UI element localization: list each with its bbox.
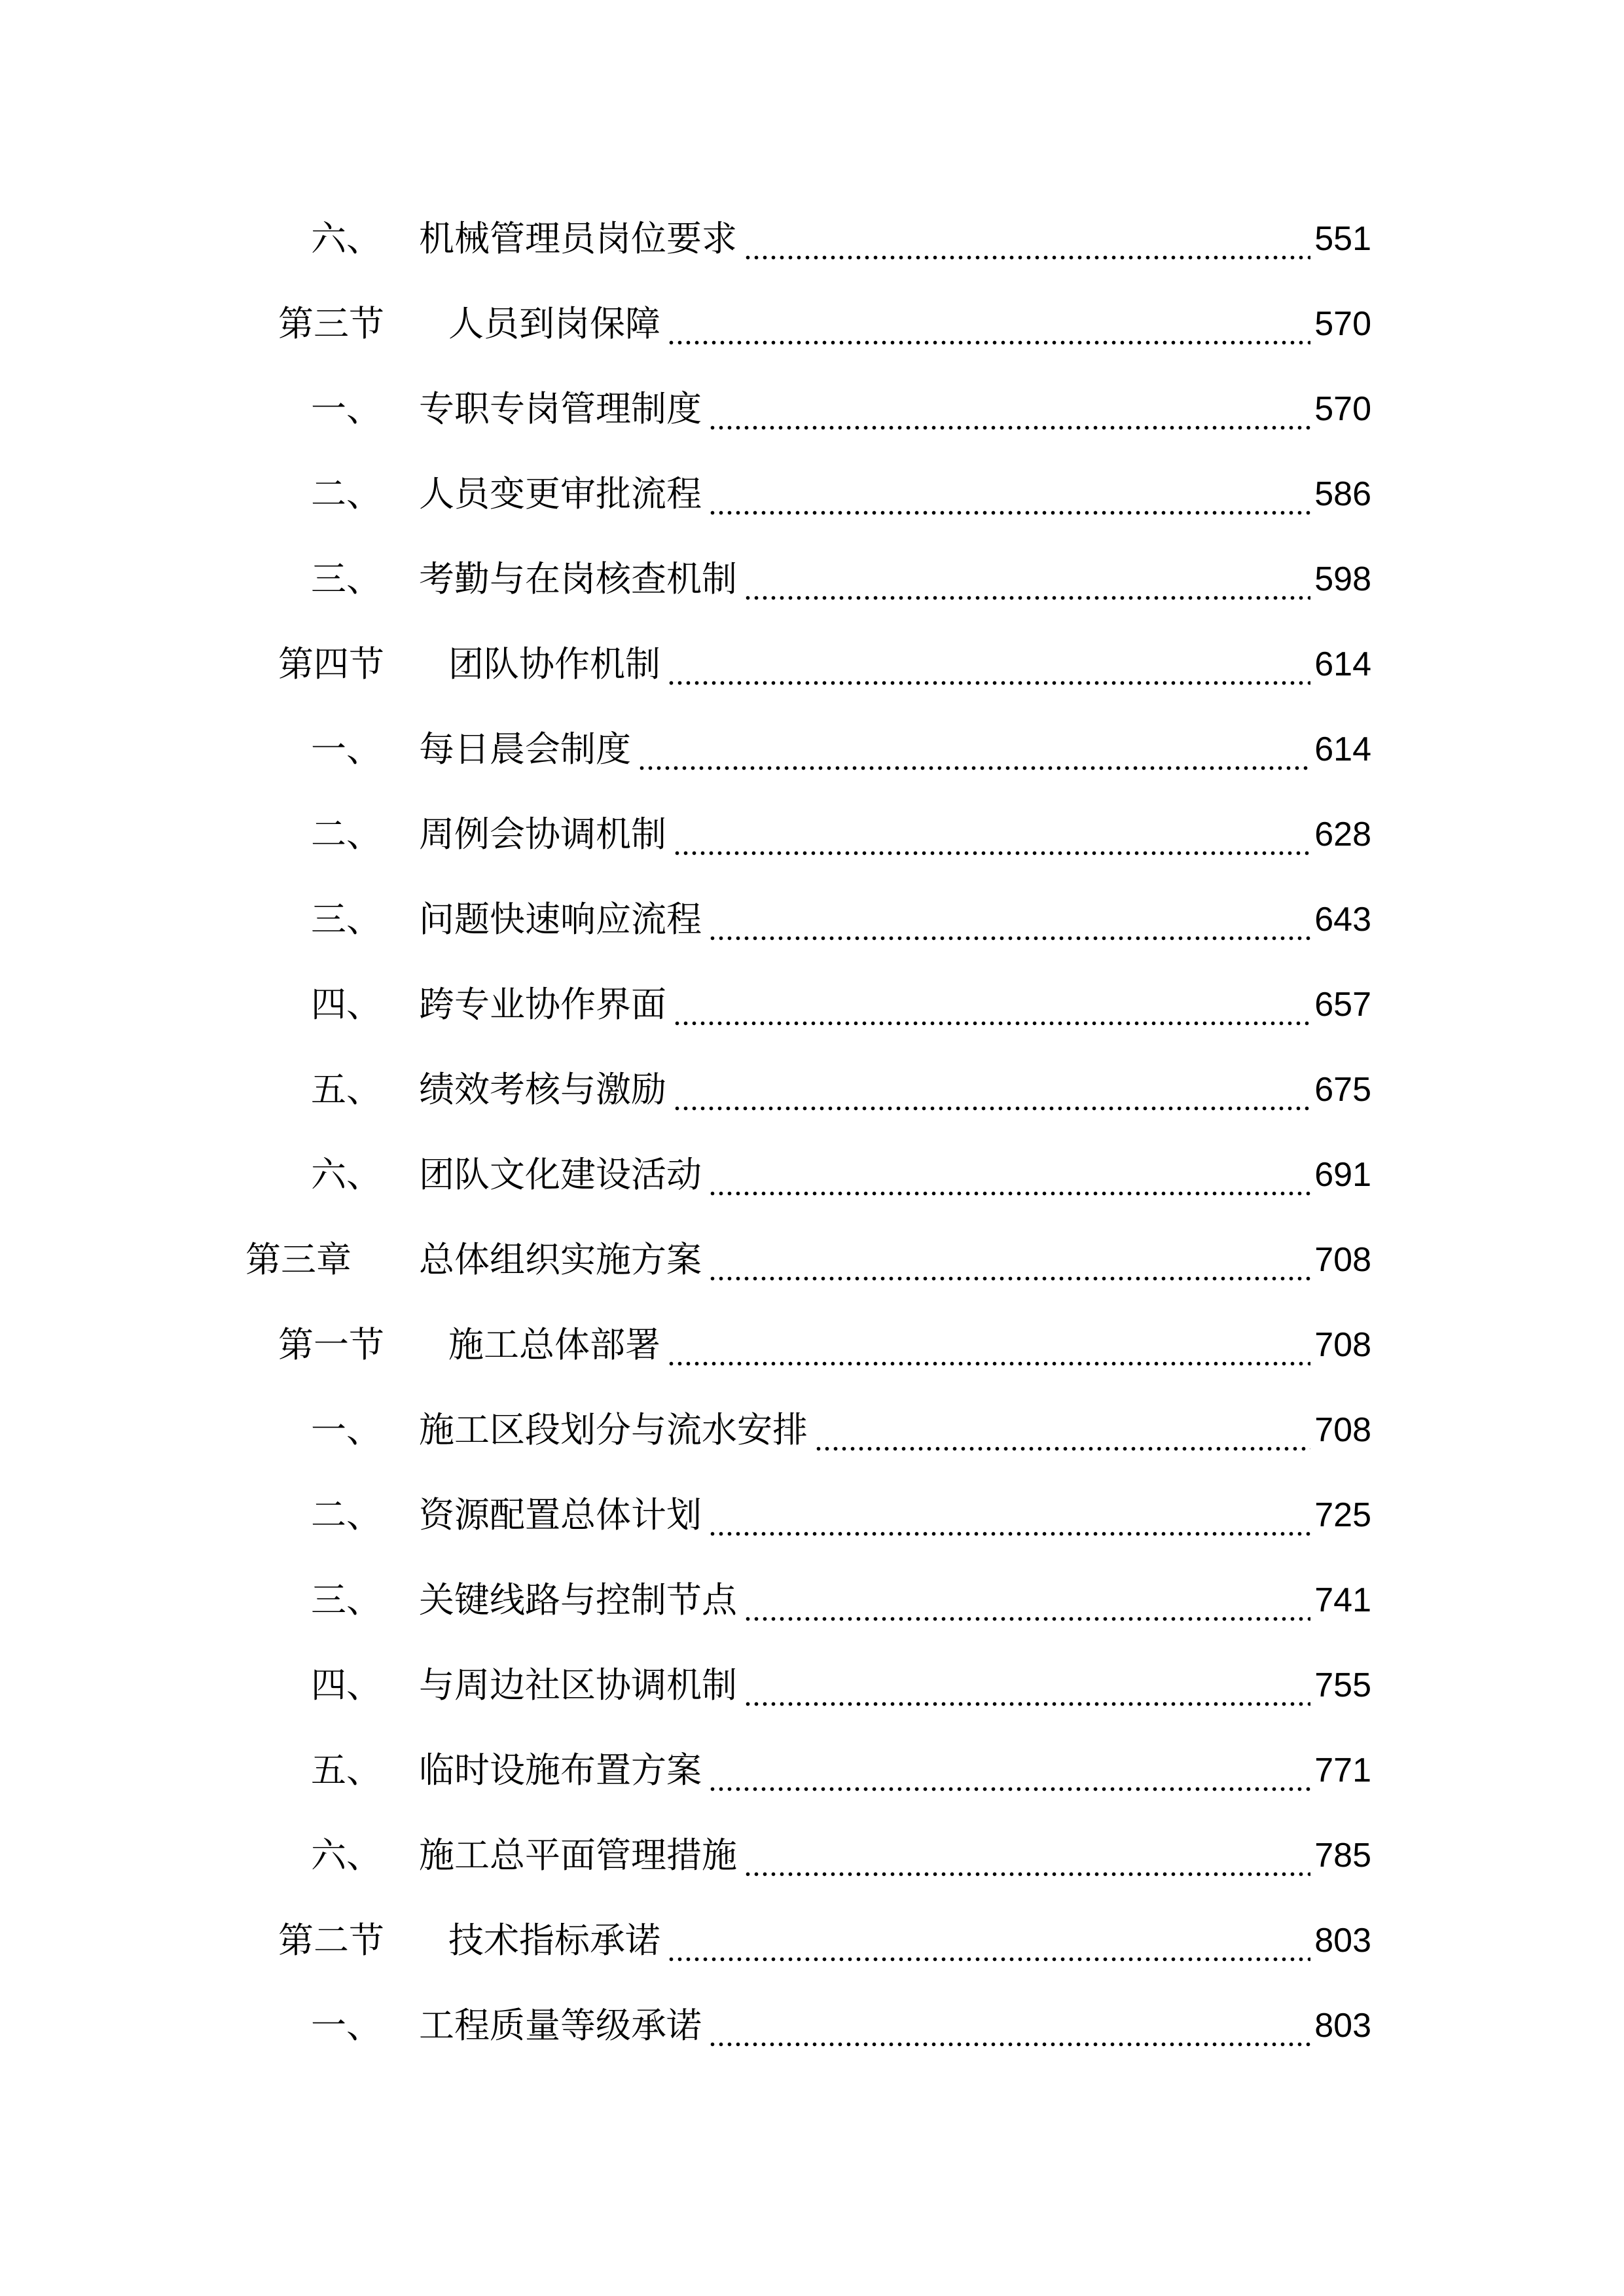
- toc-entry-page: 643: [1314, 901, 1371, 939]
- dot-leader: [667, 1319, 1310, 1371]
- toc-entry-title: 施工区段划分与流水安排: [419, 1409, 808, 1450]
- toc-entry-page: 708: [1314, 1241, 1371, 1279]
- dot-leader: [708, 468, 1310, 520]
- toc-entry-number: 第三节: [278, 303, 384, 344]
- toc-entry-title: 每日晨会制度: [419, 728, 631, 770]
- toc-entry-number: 五、: [311, 1749, 382, 1791]
- toc-entry-title: 周例会协调机制: [419, 814, 666, 855]
- toc-entry-number: 三、: [311, 899, 382, 940]
- toc-entry-number: 六、: [311, 1835, 382, 1876]
- toc-entry-title: 技术指标承诺: [448, 1920, 660, 1961]
- toc-entry-section[interactable]: [278, 638, 1371, 691]
- toc-entry-item[interactable]: [311, 1149, 1371, 1201]
- toc-entry-title: 施工总平面管理措施: [419, 1835, 737, 1876]
- dot-leader: [667, 298, 1310, 350]
- toc-entry-title: 跨专业协作界面: [419, 984, 666, 1025]
- toc-entry-number: 第二节: [278, 1920, 384, 1961]
- dot-leader: [708, 893, 1310, 946]
- dot-leader: [744, 553, 1310, 605]
- toc-entry-title: 施工总体部署: [448, 1324, 660, 1365]
- toc-entry-title: 团队文化建设活动: [419, 1154, 702, 1195]
- toc-entry-number: 一、: [311, 728, 382, 770]
- toc-entry-number: 一、: [311, 2005, 382, 2046]
- toc-entry-section[interactable]: [278, 1319, 1371, 1371]
- toc-entry-number: 五、: [311, 1069, 382, 1110]
- toc-entry-number: 一、: [311, 388, 382, 429]
- toc-entry-section[interactable]: [278, 1914, 1371, 1967]
- toc-entry-number: 三、: [311, 1579, 382, 1621]
- toc-entry-item[interactable]: [311, 1489, 1371, 1541]
- dot-leader: [744, 1659, 1310, 1712]
- dot-leader: [667, 638, 1310, 691]
- toc-entry-page: 755: [1314, 1666, 1371, 1704]
- toc-entry-title: 与周边社区协调机制: [419, 1664, 737, 1706]
- toc-entry-item[interactable]: [311, 1404, 1371, 1456]
- toc-entry-number: 第三章: [245, 1239, 352, 1280]
- toc-entry-page: 675: [1314, 1071, 1371, 1109]
- toc-entry-page: 551: [1314, 220, 1371, 258]
- dot-leader: [708, 383, 1310, 435]
- dot-leader: [667, 1914, 1310, 1967]
- dot-leader: [708, 1744, 1310, 1797]
- toc-entry-title: 考勤与在岗核查机制: [419, 558, 737, 600]
- toc-entry-title: 问题快速响应流程: [419, 899, 702, 940]
- dot-leader: [638, 723, 1310, 776]
- toc-entry-item[interactable]: [311, 1659, 1371, 1712]
- toc-entry-title: 人员到岗保障: [448, 303, 660, 344]
- toc-entry-page: 771: [1314, 1751, 1371, 1789]
- toc-entry-title: 资源配置总体计划: [419, 1494, 702, 1535]
- dot-leader: [708, 2000, 1310, 2052]
- toc-entry-item[interactable]: [311, 978, 1371, 1031]
- toc-entry-number: 第一节: [278, 1324, 384, 1365]
- toc-entry-number: 第四节: [278, 643, 384, 685]
- toc-entry-number: 二、: [311, 1494, 382, 1535]
- dot-leader: [744, 213, 1310, 265]
- toc-entry-page: 614: [1314, 730, 1371, 768]
- toc-entry-section[interactable]: [278, 298, 1371, 350]
- toc-entry-page: 741: [1314, 1581, 1371, 1619]
- toc-entry-page: 657: [1314, 986, 1371, 1024]
- toc-entry-item[interactable]: [311, 553, 1371, 605]
- toc-entry-page: 725: [1314, 1496, 1371, 1534]
- toc-entry-page: 803: [1314, 1922, 1371, 1960]
- toc-entry-page: 570: [1314, 305, 1371, 343]
- toc-entry-page: 598: [1314, 560, 1371, 598]
- toc-entry-title: 关键线路与控制节点: [419, 1579, 737, 1621]
- toc-entry-item[interactable]: [311, 2000, 1371, 2052]
- toc-entry-page: 614: [1314, 645, 1371, 683]
- toc-entry-item[interactable]: [311, 808, 1371, 861]
- toc-entry-number: 六、: [311, 218, 382, 259]
- toc-entry-title: 总体组织实施方案: [419, 1239, 702, 1280]
- dot-leader: [814, 1404, 1310, 1456]
- toc-entry-title: 专职专岗管理制度: [419, 388, 702, 429]
- toc-entry-page: 586: [1314, 475, 1371, 513]
- toc-entry-item[interactable]: [311, 1574, 1371, 1626]
- toc-entry-page: 628: [1314, 816, 1371, 853]
- toc-entry-number: 六、: [311, 1154, 382, 1195]
- dot-leader: [744, 1829, 1310, 1882]
- toc-entry-page: 708: [1314, 1326, 1371, 1364]
- toc-entry-page: 803: [1314, 2007, 1371, 2045]
- toc-entry-page: 691: [1314, 1156, 1371, 1194]
- toc-entry-number: 二、: [311, 814, 382, 855]
- toc-entry-item[interactable]: [311, 1829, 1371, 1882]
- toc-entry-title: 工程质量等级承诺: [419, 2005, 702, 2046]
- toc-entry-number: 二、: [311, 473, 382, 514]
- dot-leader: [673, 978, 1310, 1031]
- toc-entry-number: 三、: [311, 558, 382, 600]
- dot-leader: [708, 1489, 1310, 1541]
- dot-leader: [673, 1064, 1310, 1116]
- toc-entry-title: 临时设施布置方案: [419, 1749, 702, 1791]
- toc-entry-page: 785: [1314, 1837, 1371, 1874]
- toc-entry-item[interactable]: [311, 383, 1371, 435]
- toc-entry-title: 绩效考核与激励: [419, 1069, 666, 1110]
- toc-entry-item[interactable]: [311, 1744, 1371, 1797]
- dot-leader: [708, 1234, 1310, 1286]
- toc-entry-number: 四、: [311, 1664, 382, 1706]
- toc-entry-number: 四、: [311, 984, 382, 1025]
- toc-entry-title: 团队协作机制: [448, 643, 660, 685]
- toc-entry-item[interactable]: [311, 893, 1371, 946]
- toc-entry-number: 一、: [311, 1409, 382, 1450]
- toc-entry-item[interactable]: [311, 1064, 1371, 1116]
- dot-leader: [744, 1574, 1310, 1626]
- toc-entry-chapter[interactable]: [245, 1234, 1371, 1286]
- toc-entry-title: 人员变更审批流程: [419, 473, 702, 514]
- toc-entry-page: 708: [1314, 1411, 1371, 1449]
- toc-entry-item[interactable]: [311, 723, 1371, 776]
- toc-entry-item[interactable]: [311, 468, 1371, 520]
- toc-entry-item[interactable]: [311, 213, 1371, 265]
- toc-entry-title: 机械管理员岗位要求: [419, 218, 737, 259]
- dot-leader: [708, 1149, 1310, 1201]
- toc-entry-page: 570: [1314, 390, 1371, 428]
- dot-leader: [673, 808, 1310, 861]
